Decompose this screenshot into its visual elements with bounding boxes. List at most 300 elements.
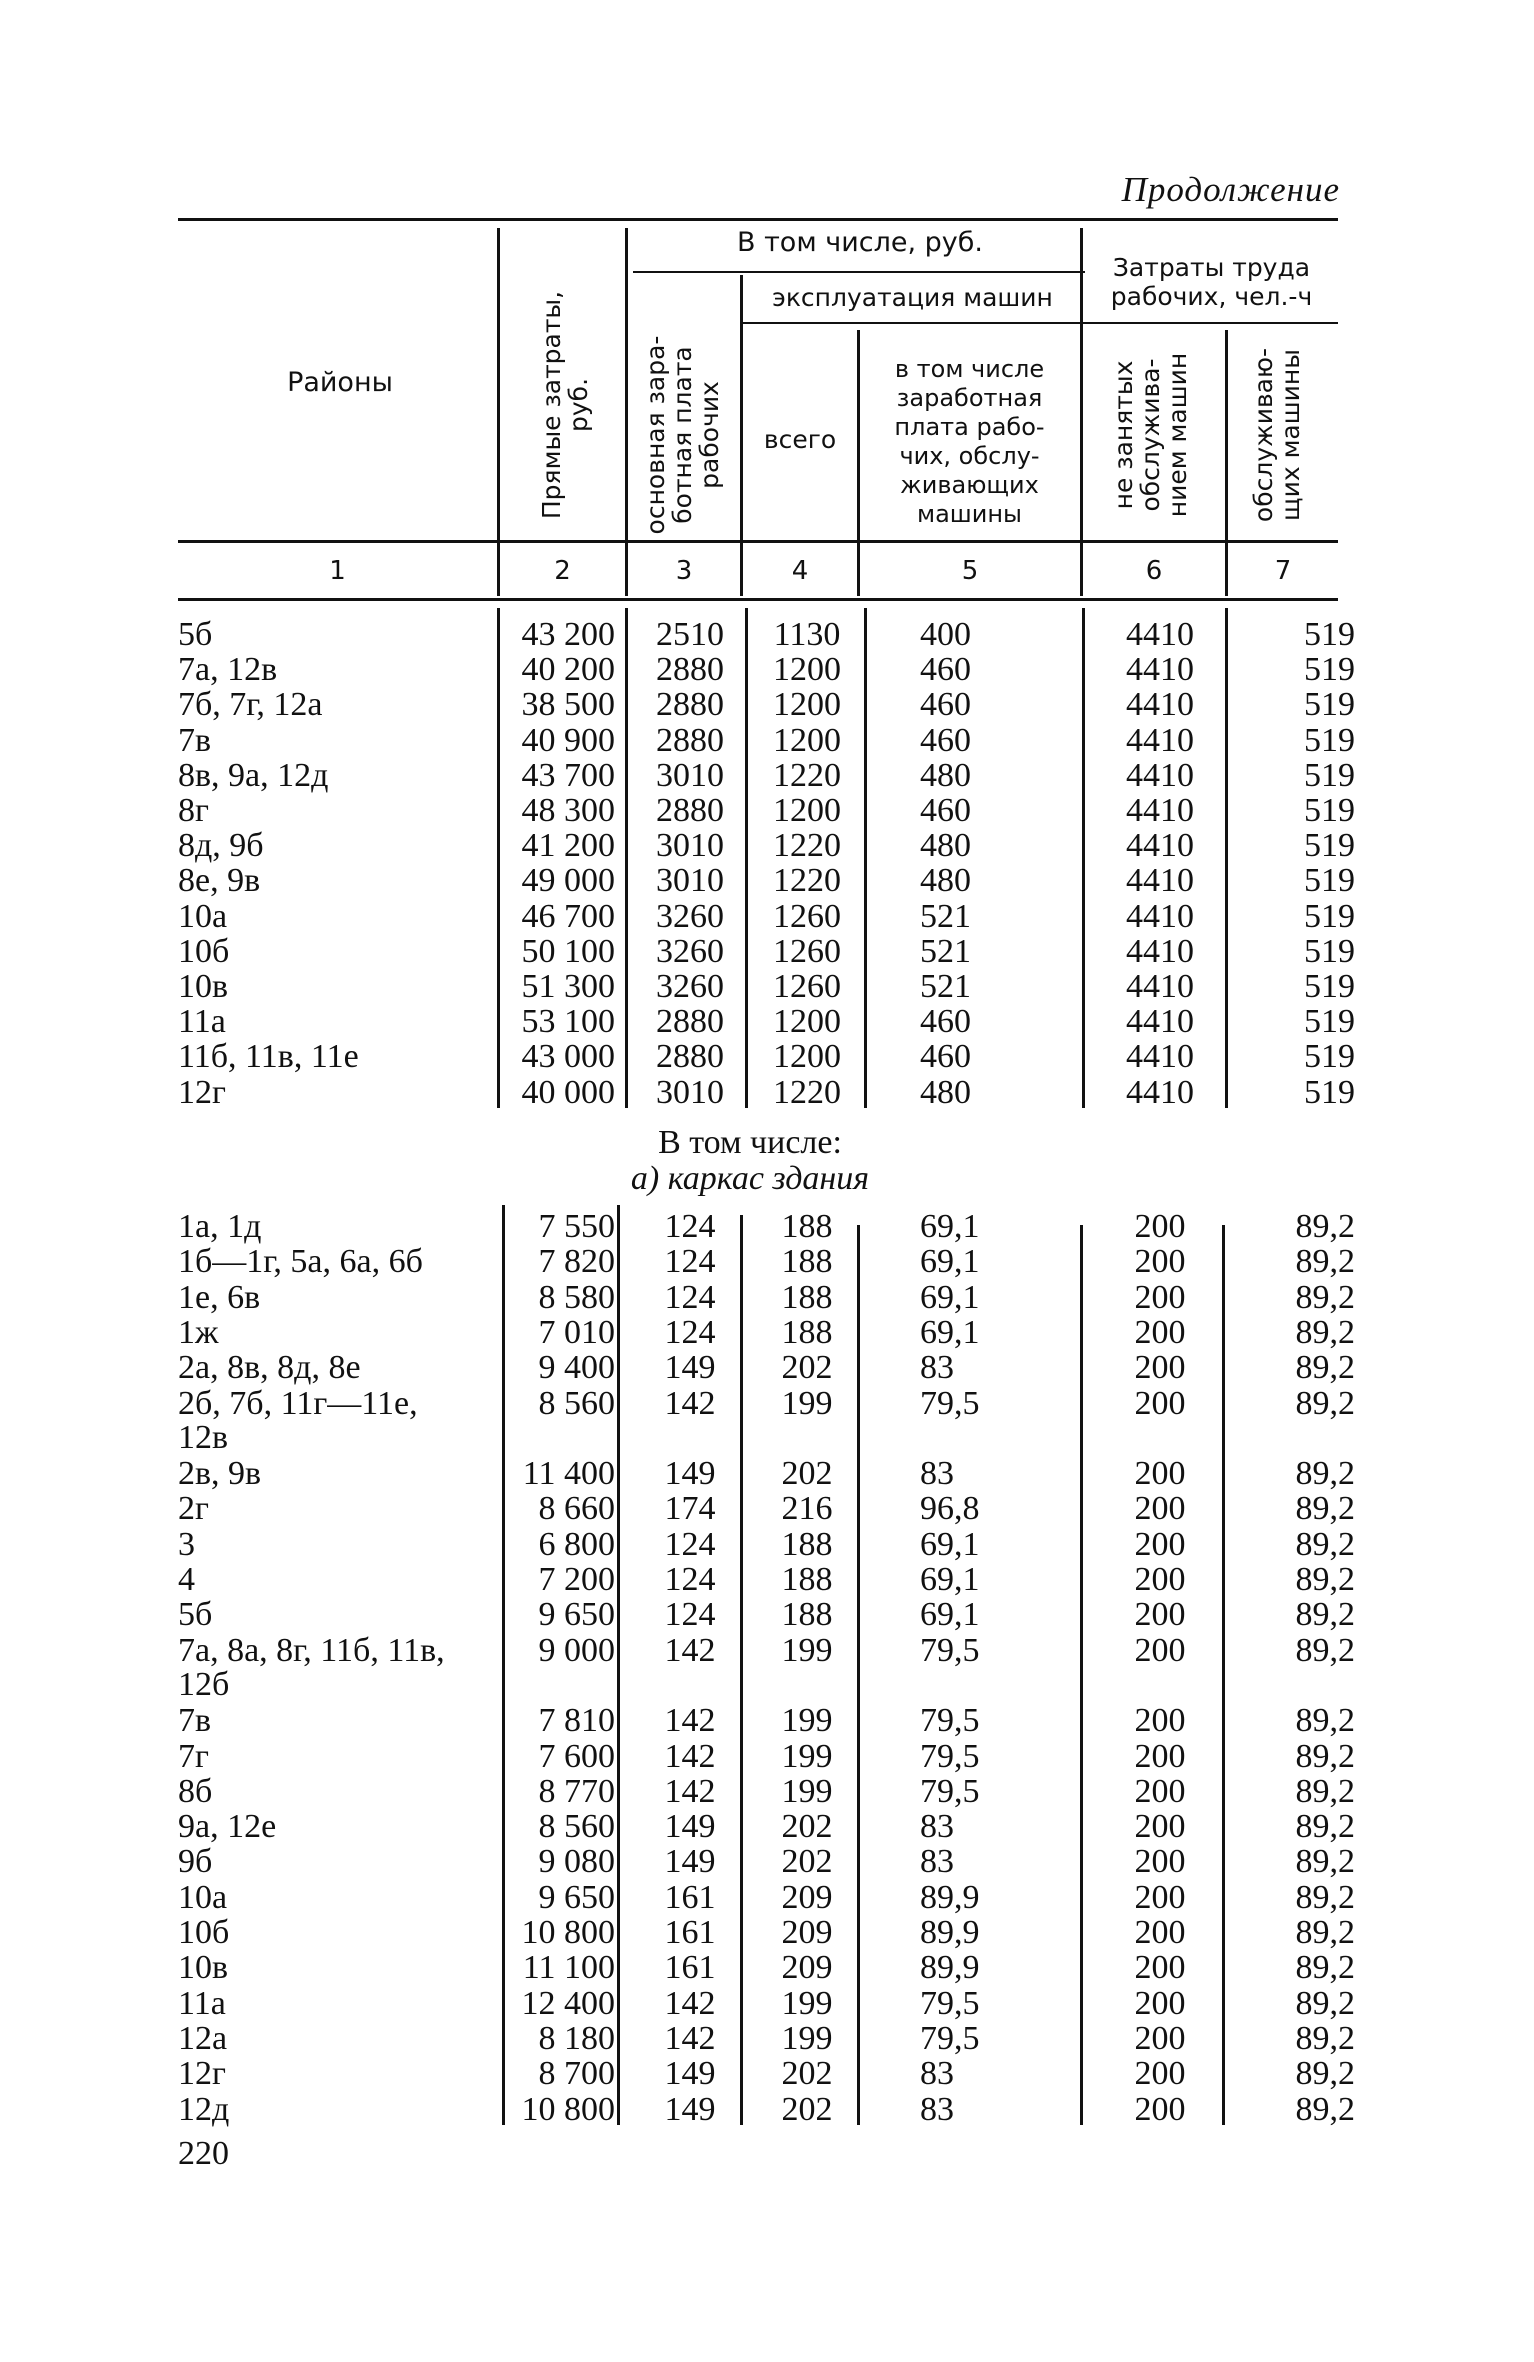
cell-value: 69,1 — [920, 1525, 980, 1563]
cell-value: 4410 — [1126, 862, 1194, 900]
group-labor-rule — [1085, 322, 1338, 324]
cell-value: 43 700 — [521, 756, 615, 794]
cell-value: 200 — [1134, 2055, 1186, 2093]
cell-district: 7в — [178, 721, 212, 759]
cell-value: 43 200 — [521, 616, 615, 653]
cell-value: 4410 — [1126, 616, 1194, 653]
cell-value: 209 — [781, 1914, 833, 1951]
cell-value: 200 — [1134, 2090, 1186, 2128]
cell-value: 9 650 — [538, 1878, 615, 1916]
cell-district: 10б — [178, 1914, 230, 1951]
cell-district: 10в — [178, 1949, 229, 1987]
header-bottom-rule — [178, 540, 1338, 543]
cell-value: 83 — [920, 1843, 954, 1881]
col-number-7: 7 — [1274, 556, 1292, 586]
group-machines-rule — [740, 322, 1085, 324]
cell-value: 11 100 — [522, 1949, 615, 1987]
cell-value: 216 — [781, 1490, 833, 1528]
cell-value: 89,2 — [1295, 1208, 1355, 1245]
cell-value: 124 — [664, 1208, 716, 1245]
table-row — [0, 970, 1534, 1004]
cell-value: 188 — [781, 1243, 833, 1281]
cell-value: 4410 — [1126, 932, 1194, 970]
cell-value: 199 — [781, 1631, 833, 1669]
cell-district: 7б, 7г, 12а — [178, 686, 323, 724]
cell-value: 460 — [920, 651, 971, 689]
cell-value: 38 500 — [521, 686, 615, 724]
cell-value: 521 — [920, 932, 971, 970]
table-row — [0, 932, 1534, 970]
cell-value: 2880 — [656, 686, 724, 724]
cell-value: 200 — [1134, 1313, 1186, 1351]
cell-value: 7 010 — [538, 1313, 615, 1351]
cell-value: 4410 — [1126, 1073, 1194, 1111]
group-incl-rule — [633, 271, 1085, 273]
cell-value: 521 — [920, 968, 971, 1005]
cell-value: 89,2 — [1295, 2019, 1355, 2057]
cell-value: 200 — [1134, 1208, 1186, 1245]
table-row — [0, 1916, 1534, 1950]
cell-value: 200 — [1134, 1878, 1186, 1916]
cell-district: 1е, 6в — [178, 1278, 261, 1316]
cell-district: 5б — [178, 1596, 213, 1634]
cell-value: 2880 — [656, 721, 724, 759]
cell-value: 188 — [781, 1208, 833, 1245]
cell-value: 1260 — [773, 968, 841, 1005]
cell-district: 12д — [178, 2090, 230, 2128]
cell-value: 200 — [1134, 1349, 1186, 1387]
cell-value: 1260 — [773, 932, 841, 970]
cell-value: 142 — [664, 2019, 716, 2057]
cell-value: 89,2 — [1295, 2090, 1355, 2128]
cell-value: 209 — [781, 1949, 833, 1987]
cell-value: 142 — [664, 1772, 716, 1810]
cell-value: 200 — [1134, 1702, 1186, 1740]
cell-value: 1260 — [773, 897, 841, 935]
table-row — [0, 1563, 1534, 1597]
table-row — [0, 2090, 1534, 2128]
cell-district: 10а — [178, 1878, 228, 1916]
cell-value: 480 — [920, 827, 971, 865]
cell-district: 11б, 11в, 11е — [178, 1038, 359, 1076]
cell-value: 1200 — [773, 1038, 841, 1076]
cell-value: 161 — [664, 1949, 716, 1987]
cell-value: 4410 — [1126, 792, 1194, 829]
cell-value: 200 — [1134, 1278, 1186, 1316]
cell-value: 89,2 — [1295, 1243, 1355, 1281]
cell-district: 7а, 8а, 8г, 11б, 11в, 12б — [178, 1631, 445, 1703]
page-number: 220 — [178, 2135, 229, 2172]
table-row — [0, 1951, 1534, 1985]
cell-value: 199 — [781, 1772, 833, 1810]
cell-value: 200 — [1134, 1631, 1186, 1669]
cell-value: 10 800 — [521, 1914, 615, 1951]
col-number-2: 2 — [554, 556, 571, 586]
cell-value: 89,2 — [1295, 2055, 1355, 2093]
table-row — [0, 1878, 1534, 1916]
cell-value: 460 — [920, 792, 971, 829]
table-row — [0, 2057, 1534, 2091]
cell-value: 46 700 — [521, 897, 615, 935]
cell-district: 7а, 12в — [178, 651, 278, 689]
cell-value: 142 — [664, 1631, 716, 1669]
cell-value: 79,5 — [920, 1384, 980, 1422]
cell-district: 5б — [178, 616, 213, 653]
cell-value: 161 — [664, 1914, 716, 1951]
cell-value: 3010 — [656, 862, 724, 900]
cell-district: 2г — [178, 1490, 209, 1528]
table-row — [0, 1984, 1534, 2022]
header-col4: всего — [763, 425, 837, 454]
cell-value: 202 — [781, 2090, 833, 2128]
cell-value: 3260 — [656, 932, 724, 970]
cell-value: 8 770 — [538, 1772, 615, 1810]
cell-district: 4 — [178, 1561, 195, 1598]
cell-value: 89,2 — [1295, 1313, 1355, 1351]
cell-value: 519 — [1304, 616, 1355, 653]
table-row — [0, 1351, 1534, 1385]
header-col7: обслуживаю- щих машины — [1249, 347, 1305, 523]
cell-district: 2в, 9в — [178, 1455, 262, 1493]
header-divider-1 — [497, 228, 500, 596]
cell-value: 199 — [781, 1984, 833, 2022]
cell-value: 460 — [920, 1038, 971, 1076]
cell-value: 89,2 — [1295, 1349, 1355, 1387]
cell-value: 1220 — [773, 862, 841, 900]
cell-district: 11а — [178, 1984, 226, 2022]
cell-value: 142 — [664, 1384, 716, 1422]
cell-district: 2б, 7б, 11г—11е, 12в — [178, 1384, 418, 1456]
cell-value: 400 — [920, 616, 971, 653]
cell-value: 149 — [664, 2055, 716, 2093]
cell-value: 521 — [920, 897, 971, 935]
cell-district: 12г — [178, 1073, 226, 1111]
cell-district: 2а, 8в, 8д, 8е — [178, 1349, 361, 1387]
table-top-rule — [178, 218, 1338, 221]
cell-value: 200 — [1134, 1561, 1186, 1598]
cell-value: 79,5 — [920, 1737, 980, 1775]
table-row — [0, 897, 1534, 935]
cell-value: 11 400 — [522, 1455, 615, 1493]
cell-value: 7 550 — [538, 1208, 615, 1245]
cell-value: 149 — [664, 1349, 716, 1387]
cell-value: 96,8 — [920, 1490, 980, 1528]
table-row — [0, 1384, 1534, 1456]
cell-value: 50 100 — [521, 932, 615, 970]
cell-value: 89,2 — [1295, 1772, 1355, 1810]
cell-value: 89,2 — [1295, 1914, 1355, 1951]
cell-value: 89,9 — [920, 1949, 980, 1987]
table-row — [0, 1210, 1534, 1244]
cell-value: 200 — [1134, 1772, 1186, 1810]
continuation-label: Продолжение — [1121, 170, 1340, 209]
cell-value: 8 660 — [538, 1490, 615, 1528]
cell-value: 142 — [664, 1984, 716, 2022]
table-row — [0, 794, 1534, 828]
cell-value: 89,2 — [1295, 1561, 1355, 1598]
cell-value: 8 580 — [538, 1278, 615, 1316]
table-row — [0, 1073, 1534, 1111]
cell-value: 124 — [664, 1525, 716, 1563]
cell-value: 200 — [1134, 1490, 1186, 1528]
cell-value: 89,2 — [1295, 1737, 1355, 1775]
cell-district: 8г — [178, 792, 209, 829]
cell-value: 3010 — [656, 827, 724, 865]
cell-value: 10 800 — [521, 2090, 615, 2128]
cell-value: 89,2 — [1295, 1984, 1355, 2022]
table-row — [0, 829, 1534, 863]
cell-value: 9 400 — [538, 1349, 615, 1387]
cell-value: 188 — [781, 1596, 833, 1634]
cell-district: 10в — [178, 968, 229, 1005]
cell-value: 519 — [1304, 1038, 1355, 1076]
cell-value: 1200 — [773, 686, 841, 724]
table-row — [0, 1737, 1534, 1775]
cell-value: 519 — [1304, 686, 1355, 724]
cell-value: 79,5 — [920, 1772, 980, 1810]
cell-value: 519 — [1304, 792, 1355, 829]
cell-value: 8 180 — [538, 2019, 615, 2057]
cell-value: 519 — [1304, 756, 1355, 794]
cell-value: 9 000 — [538, 1631, 615, 1669]
cell-value: 9 080 — [538, 1843, 615, 1881]
cell-district: 8б — [178, 1772, 213, 1810]
cell-value: 149 — [664, 1808, 716, 1846]
header-group-incl: В том числе, руб. — [736, 227, 984, 258]
cell-value: 49 000 — [521, 862, 615, 900]
col-number-5: 5 — [961, 556, 979, 586]
cell-value: 209 — [781, 1878, 833, 1916]
cell-value: 40 200 — [521, 651, 615, 689]
cell-value: 7 820 — [538, 1243, 615, 1281]
table-row — [0, 1005, 1534, 1039]
cell-value: 89,2 — [1295, 1596, 1355, 1634]
cell-value: 3010 — [656, 756, 724, 794]
cell-district: 8д, 9б — [178, 827, 264, 865]
table-row — [0, 1492, 1534, 1526]
cell-value: 83 — [920, 1349, 954, 1387]
cell-value: 69,1 — [920, 1596, 980, 1634]
col-number-1: 1 — [329, 556, 346, 586]
cell-value: 199 — [781, 1702, 833, 1740]
cell-value: 519 — [1304, 897, 1355, 935]
col-number-6: 6 — [1145, 556, 1163, 586]
cell-value: 40 900 — [521, 721, 615, 759]
cell-value: 188 — [781, 1313, 833, 1351]
table-row — [0, 2019, 1534, 2057]
cell-district: 10а — [178, 897, 228, 935]
cell-district: 1б—1г, 5а, 6а, 6б — [178, 1243, 423, 1281]
cell-district: 12г — [178, 2055, 226, 2093]
cell-value: 69,1 — [920, 1243, 980, 1281]
table-row — [0, 1810, 1534, 1844]
cell-value: 124 — [664, 1596, 716, 1634]
cell-value: 6 800 — [538, 1525, 615, 1563]
cell-value: 89,2 — [1295, 1384, 1355, 1422]
table-row — [0, 1313, 1534, 1351]
col-number-3: 3 — [675, 556, 693, 586]
cell-value: 89,2 — [1295, 1949, 1355, 1987]
cell-value: 79,5 — [920, 1702, 980, 1740]
table-row — [0, 864, 1534, 898]
cell-value: 519 — [1304, 651, 1355, 689]
cell-value: 200 — [1134, 1737, 1186, 1775]
cell-value: 202 — [781, 1349, 833, 1387]
cell-value: 89,2 — [1295, 1525, 1355, 1563]
header-col6: не занятых обслужива- нием машин — [1109, 352, 1192, 518]
header-divider-5 — [1080, 228, 1083, 596]
cell-value: 89,2 — [1295, 1878, 1355, 1916]
cell-value: 4410 — [1126, 968, 1194, 1005]
table-row — [0, 1704, 1534, 1738]
table-row — [0, 1631, 1534, 1703]
cell-value: 199 — [781, 1384, 833, 1422]
cell-value: 460 — [920, 1003, 971, 1041]
cell-district: 7г — [178, 1737, 209, 1775]
cell-value: 79,5 — [920, 1631, 980, 1669]
header-col1: Районы — [287, 367, 393, 398]
section-frame: а) каркас здания — [630, 1160, 870, 1197]
section-incl: В том числе: — [658, 1124, 842, 1161]
cell-district: 3 — [178, 1525, 195, 1563]
cell-value: 519 — [1304, 827, 1355, 865]
cell-value: 2880 — [656, 1038, 724, 1076]
cell-value: 8 700 — [538, 2055, 615, 2093]
cell-value: 149 — [664, 1843, 716, 1881]
cell-value: 199 — [781, 1737, 833, 1775]
cell-value: 89,2 — [1295, 1455, 1355, 1493]
cell-value: 4410 — [1126, 1038, 1194, 1076]
cell-value: 200 — [1134, 2019, 1186, 2057]
cell-value: 89,2 — [1295, 1278, 1355, 1316]
cell-value: 8 560 — [538, 1384, 615, 1422]
cell-value: 51 300 — [521, 968, 615, 1005]
cell-value: 89,2 — [1295, 1702, 1355, 1740]
cell-value: 519 — [1304, 1003, 1355, 1041]
cell-district: 9б — [178, 1843, 213, 1881]
cell-value: 4410 — [1126, 756, 1194, 794]
cell-district: 7в — [178, 1702, 212, 1740]
table-row — [0, 688, 1534, 722]
cell-value: 519 — [1304, 721, 1355, 759]
cell-value: 188 — [781, 1278, 833, 1316]
cell-value: 1130 — [773, 616, 841, 653]
cell-district: 1ж — [178, 1313, 219, 1351]
cell-value: 83 — [920, 1808, 954, 1846]
cell-value: 3260 — [656, 897, 724, 935]
cell-value: 200 — [1134, 1525, 1186, 1563]
cell-value: 480 — [920, 1073, 971, 1111]
numbers-bottom-rule — [178, 598, 1338, 601]
table-row — [0, 1772, 1534, 1810]
cell-value: 460 — [920, 721, 971, 759]
header-col2: Прямые затраты, руб. — [537, 290, 593, 520]
cell-value: 200 — [1134, 1384, 1186, 1422]
cell-value: 519 — [1304, 862, 1355, 900]
cell-value: 149 — [664, 1455, 716, 1493]
cell-value: 83 — [920, 1455, 954, 1493]
cell-district: 8е, 9в — [178, 862, 261, 900]
cell-value: 142 — [664, 1702, 716, 1740]
cell-value: 1200 — [773, 721, 841, 759]
cell-value: 83 — [920, 2090, 954, 2128]
header-group-labor: Затраты труда рабочих, чел.-ч — [1110, 253, 1313, 311]
cell-value: 69,1 — [920, 1278, 980, 1316]
cell-value: 4410 — [1126, 827, 1194, 865]
cell-value: 199 — [781, 2019, 833, 2057]
col-number-4: 4 — [791, 556, 809, 586]
cell-value: 2880 — [656, 651, 724, 689]
cell-value: 2880 — [656, 792, 724, 829]
cell-value: 4410 — [1126, 897, 1194, 935]
cell-value: 161 — [664, 1878, 716, 1916]
cell-value: 200 — [1134, 1914, 1186, 1951]
cell-value: 460 — [920, 686, 971, 724]
cell-district: 8в, 9а, 12д — [178, 756, 329, 794]
cell-value: 89,2 — [1295, 1631, 1355, 1669]
cell-value: 43 000 — [521, 1038, 615, 1076]
cell-value: 1220 — [773, 827, 841, 865]
cell-value: 89,2 — [1295, 1490, 1355, 1528]
cell-value: 3260 — [656, 968, 724, 1005]
table-row — [0, 756, 1534, 794]
cell-value: 41 200 — [521, 827, 615, 865]
table-row — [0, 1845, 1534, 1879]
cell-district: 9а, 12е — [178, 1808, 277, 1846]
header-group-machines: эксплуатация машин — [772, 283, 1053, 312]
cell-value: 12 400 — [521, 1984, 615, 2022]
cell-value: 188 — [781, 1525, 833, 1563]
cell-value: 40 000 — [521, 1073, 615, 1111]
cell-value: 83 — [920, 2055, 954, 2093]
cell-value: 2510 — [656, 616, 724, 653]
cell-value: 79,5 — [920, 2019, 980, 2057]
table-row — [0, 1040, 1534, 1074]
cell-value: 142 — [664, 1737, 716, 1775]
cell-district: 11а — [178, 1003, 226, 1041]
cell-value: 9 650 — [538, 1596, 615, 1634]
cell-value: 202 — [781, 1455, 833, 1493]
table-row — [0, 618, 1534, 652]
cell-value: 1200 — [773, 651, 841, 689]
cell-district: 10б — [178, 932, 230, 970]
cell-value: 69,1 — [920, 1561, 980, 1598]
header-divider-2 — [625, 228, 628, 596]
table-row — [0, 721, 1534, 759]
cell-value: 124 — [664, 1313, 716, 1351]
cell-value: 7 200 — [538, 1561, 615, 1598]
cell-value: 124 — [664, 1243, 716, 1281]
cell-value: 1220 — [773, 1073, 841, 1111]
cell-value: 1220 — [773, 756, 841, 794]
cell-value: 79,5 — [920, 1984, 980, 2022]
header-col5: в том числе заработная плата рабо- чих, обслу- живающих машины — [894, 355, 1045, 528]
cell-value: 149 — [664, 2090, 716, 2128]
cell-value: 174 — [664, 1490, 716, 1528]
table-row — [0, 1598, 1534, 1632]
cell-value: 89,2 — [1295, 1808, 1355, 1846]
cell-value: 2880 — [656, 1003, 724, 1041]
cell-value: 124 — [664, 1561, 716, 1598]
cell-value: 200 — [1134, 1949, 1186, 1987]
table-row — [0, 1245, 1534, 1279]
cell-value: 200 — [1134, 1843, 1186, 1881]
cell-value: 519 — [1304, 932, 1355, 970]
cell-value: 202 — [781, 1843, 833, 1881]
cell-value: 3010 — [656, 1073, 724, 1111]
cell-value: 69,1 — [920, 1313, 980, 1351]
cell-value: 7 810 — [538, 1702, 615, 1740]
